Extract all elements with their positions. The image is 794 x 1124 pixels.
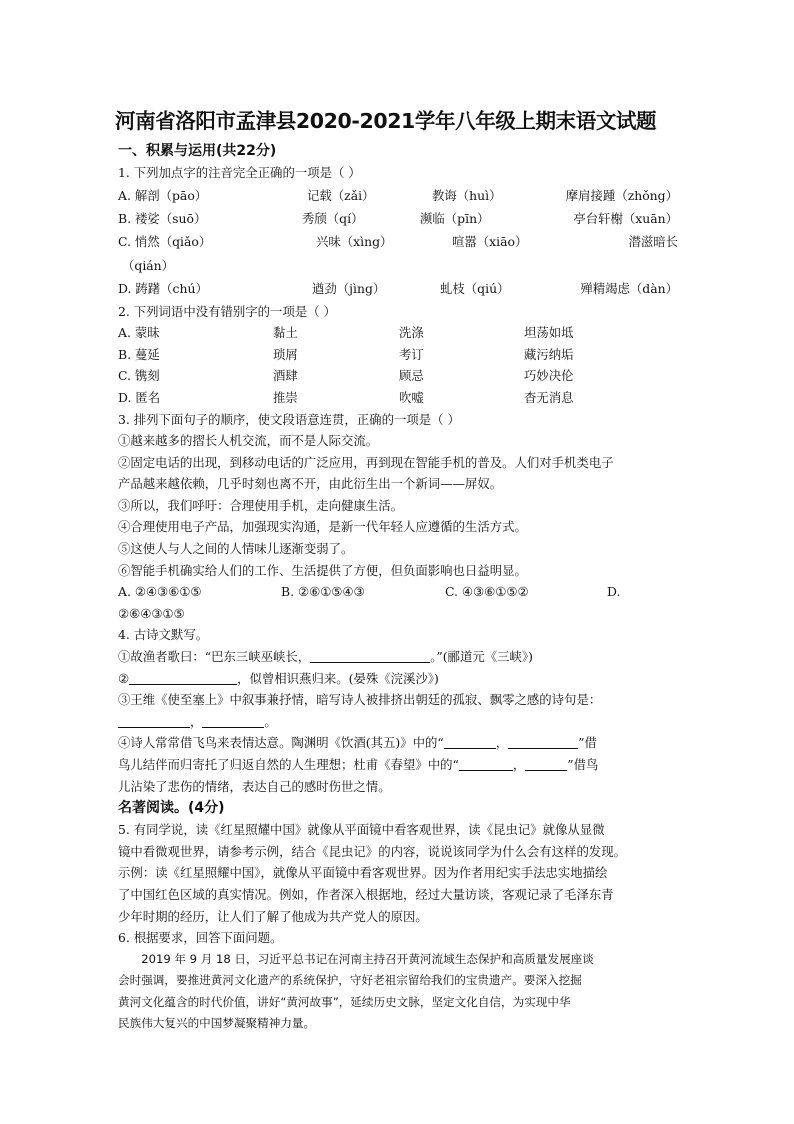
q3-line-3: 产品越来越依赖，几乎时刻也离不开，由此衍生出一个新词——屏奴。 — [118, 476, 503, 492]
q4-l3-comma: ， — [190, 713, 203, 729]
q2-c-item-3: 顾忌 — [399, 368, 424, 384]
q2-option-a — [118, 322, 678, 344]
q1-option-a — [118, 184, 678, 207]
q4-line-3: ③王维《使至塞上》中叙事兼抒情，暗写诗人被排挤出朝廷的孤寂、飘零之感的诗句是： — [118, 692, 602, 708]
q1-d-item-4: 殚精竭虑（dàn） — [580, 281, 678, 297]
q1-b-item-2: 秀颀（qí） — [302, 210, 364, 226]
q6-passage — [118, 949, 678, 1035]
q5-line-3: 示例：读《红星照耀中国》，就像从平面镜中看客观世界。因为作者用纪实手法忠实地描绘 — [118, 865, 608, 881]
q5-line-1: 5. 有同学说，读《红星照耀中国》就像从平面镜中看客观世界，读《昆虫记》就像从显微 — [118, 822, 605, 838]
q5-line-5: 少年时期的经历，让人们了解了他成为共产党人的原因。 — [118, 908, 428, 924]
q2-option-c — [118, 365, 678, 387]
q4-l2-text-b: ，似曾相识燕归来。(晏殊《浣溪沙》) — [237, 670, 439, 686]
q1-d-item-2: 遒劲（jìng） — [312, 281, 386, 297]
q1-a-item-1: A. 解剖（pāo） — [118, 187, 208, 203]
q2-a-item-1: A. 蒙昧 — [118, 325, 160, 341]
q4-blank-1[interactable] — [310, 648, 430, 663]
q4-l5-text-a: 鸟儿结伴而归寄托了归返自然的人生理想；杜甫《春望》中的“ — [118, 757, 459, 773]
q3-line-4: ③所以，我们呼吁：合理使用手机，走向健康生活。 — [118, 497, 403, 513]
q4-l2-text-a: ② — [118, 670, 130, 686]
q3-option-b: B. ②⑥①⑤④③ — [281, 584, 365, 600]
q4-blank-5[interactable] — [444, 734, 496, 749]
q4-line-2 — [118, 668, 678, 690]
q1-option-c — [118, 230, 678, 253]
q1-a-item-3: 教诲（huì） — [432, 187, 502, 203]
q2-stem: 2. 下列词语中没有错别字的一项是（ ） — [118, 303, 336, 319]
q1-c-item-2: 兴味（xìng） — [316, 234, 393, 250]
q2-c-item-4: 巧妙决伦 — [524, 368, 574, 384]
q4-blank-3[interactable] — [118, 713, 190, 728]
q4-l5-text-b: ”借鸟 — [567, 757, 599, 773]
q4-blank-7[interactable] — [459, 756, 513, 771]
q4-blank-2[interactable] — [129, 670, 237, 685]
q4-blank-6[interactable] — [508, 734, 578, 749]
section-heading-2: 名著阅读。(4分) — [118, 800, 225, 817]
q4-line-1 — [118, 646, 678, 668]
q2-d-item-2: 推崇 — [273, 389, 298, 405]
q6-passage-line-2: 会时强调，要推进黄河文化遗产的系统保护，守好老祖宗留给我们的宝贵遗产。要深入挖掘 — [118, 973, 582, 988]
q4-stem: 4. 古诗文默写。 — [118, 627, 209, 643]
q1-c-wrap: （qián） — [122, 257, 175, 273]
q1-c-item-3: 喧嚣（xiāo） — [452, 234, 528, 250]
q1-b-item-3: 濒临（pīn） — [420, 210, 490, 226]
q1-d-item-3: 虬枝（qiú） — [440, 281, 510, 297]
q2-b-item-2: 琐屑 — [273, 346, 298, 362]
q4-blank-8[interactable] — [525, 756, 567, 771]
q4-line-4 — [118, 732, 678, 754]
q4-l5-comma: ， — [512, 757, 526, 773]
q3-line-7: ⑥智能手机确实给人们的工作、生活提供了方便，但负面影响也日益明显。 — [118, 562, 527, 578]
q4-l1-text-a: ①故渔者歌曰：“巴东三峡巫峡长， — [118, 649, 311, 665]
q3-line-5: ④合理使用电子产品，加强现实沟通，是新一代年轻人应遵循的生活方式。 — [118, 519, 527, 535]
q2-a-item-3: 洗涤 — [399, 325, 424, 341]
q4-l3-end: 。 — [264, 713, 277, 729]
q2-c-item-1: C. 镌刻 — [118, 368, 160, 384]
q4-line-5 — [118, 754, 678, 776]
q3-option-c: C. ④③⑥①⑤② — [445, 584, 529, 600]
q1-b-item-4: 亭台轩榭（xuān） — [573, 210, 678, 226]
q4-line-3-blanks — [118, 711, 678, 733]
q6-stem: 6. 根据要求，回答下面问题。 — [118, 930, 283, 946]
q6-passage-line-4: 民族伟大复兴的中国梦凝聚精神力量。 — [118, 1015, 316, 1030]
q2-b-item-4: 藏污纳垢 — [524, 346, 574, 362]
q2-a-item-4: 坦荡如坻 — [524, 325, 574, 341]
q2-c-item-2: 酒肆 — [273, 368, 298, 384]
q3-line-6: ⑤这使人与人之间的人情味儿逐渐变弱了。 — [118, 541, 354, 557]
q2-d-item-3: 吹嘘 — [399, 389, 424, 405]
q6-passage-line-1: 2019 年 9 月 18 日，习近平总书记在河南主持召开黄河流域生态保护和高质量发展座谈 — [118, 951, 594, 966]
q3-line-1: ①越来越多的摺长人机交流，而不是人际交流。 — [118, 433, 379, 449]
page-title: 河南省洛阳市孟津县2020-2021学年八年级上期末语文试题 — [115, 109, 657, 133]
q3-d-wrap: ②⑥④③①⑤ — [118, 605, 185, 621]
q1-c-item-4: 潜滋暗长 — [628, 234, 678, 250]
q2-a-item-2: 黏土 — [273, 325, 298, 341]
q4-blank-4[interactable] — [202, 713, 264, 728]
q3-options — [118, 581, 678, 603]
q2-d-item-1: D. 匿名 — [118, 389, 161, 405]
q3-stem: 3. 排列下面句子的顺序，使文段语意连贯，正确的一项是（ ） — [118, 411, 460, 427]
q2-b-item-1: B. 蔓延 — [118, 346, 160, 362]
q5-line-2: 镜中看微观世界，请参考示例，结合《昆虫记》的内容，说说该同学为什么会有这样的发现。 — [118, 843, 627, 859]
q2-option-b — [118, 344, 678, 366]
q1-c-item-1: C. 悄然（qiǎo） — [118, 234, 212, 250]
q6-passage-line-3: 黄河文化蕴含的时代价值，讲好“黄河故事”，延续历史文脉，坚定文化自信，为实现中华 — [118, 994, 571, 1009]
q5-line-4: 了中国红色区域的真实情况。例如，作者深入根据地，经过大量访谈，客观记录了毛泽东青 — [118, 886, 614, 902]
q1-stem: 1. 下列加点字的注音完全正确的一项是（ ） — [118, 165, 361, 180]
q4-l4-text-b: ”借 — [578, 735, 597, 751]
q2-option-d — [118, 387, 678, 409]
q1-b-item-1: B. 褛娑（suō） — [118, 210, 207, 226]
q2-d-item-4: 杳无消息 — [524, 389, 574, 405]
q4-l1-text-b: 。”(郦道元《三峡》) — [430, 649, 533, 665]
q4-line-6: 儿沾染了悲伤的情绪，表达自己的感时伤世之情。 — [118, 778, 391, 794]
exam-page — [115, 104, 678, 1034]
q1-option-d — [118, 277, 678, 300]
q4-l4-text-a: ④诗人常常借飞鸟来表情达意。陶渊明《饮酒(其五)》中的“ — [118, 735, 444, 751]
q2-b-item-3: 考订 — [399, 346, 424, 362]
q3-option-d: D. — [607, 584, 621, 600]
q1-d-item-1: D. 踌躇（chú） — [118, 281, 208, 297]
q1-option-b — [118, 207, 678, 230]
q1-a-item-4: 摩肩接踵（zhǒng） — [565, 187, 678, 203]
q3-line-2: ②固定电话的出现，到移动电话的广泛应用，再到现在智能手机的普及。人们对手机类电子 — [118, 454, 614, 470]
q1-a-item-2: 记载（zǎi） — [307, 187, 375, 203]
section-heading-1: 一、积累与运用(共22分) — [118, 143, 277, 159]
q3-option-a: A. ②④③⑥①⑤ — [118, 584, 202, 600]
q4-l4-comma: ， — [495, 735, 509, 751]
